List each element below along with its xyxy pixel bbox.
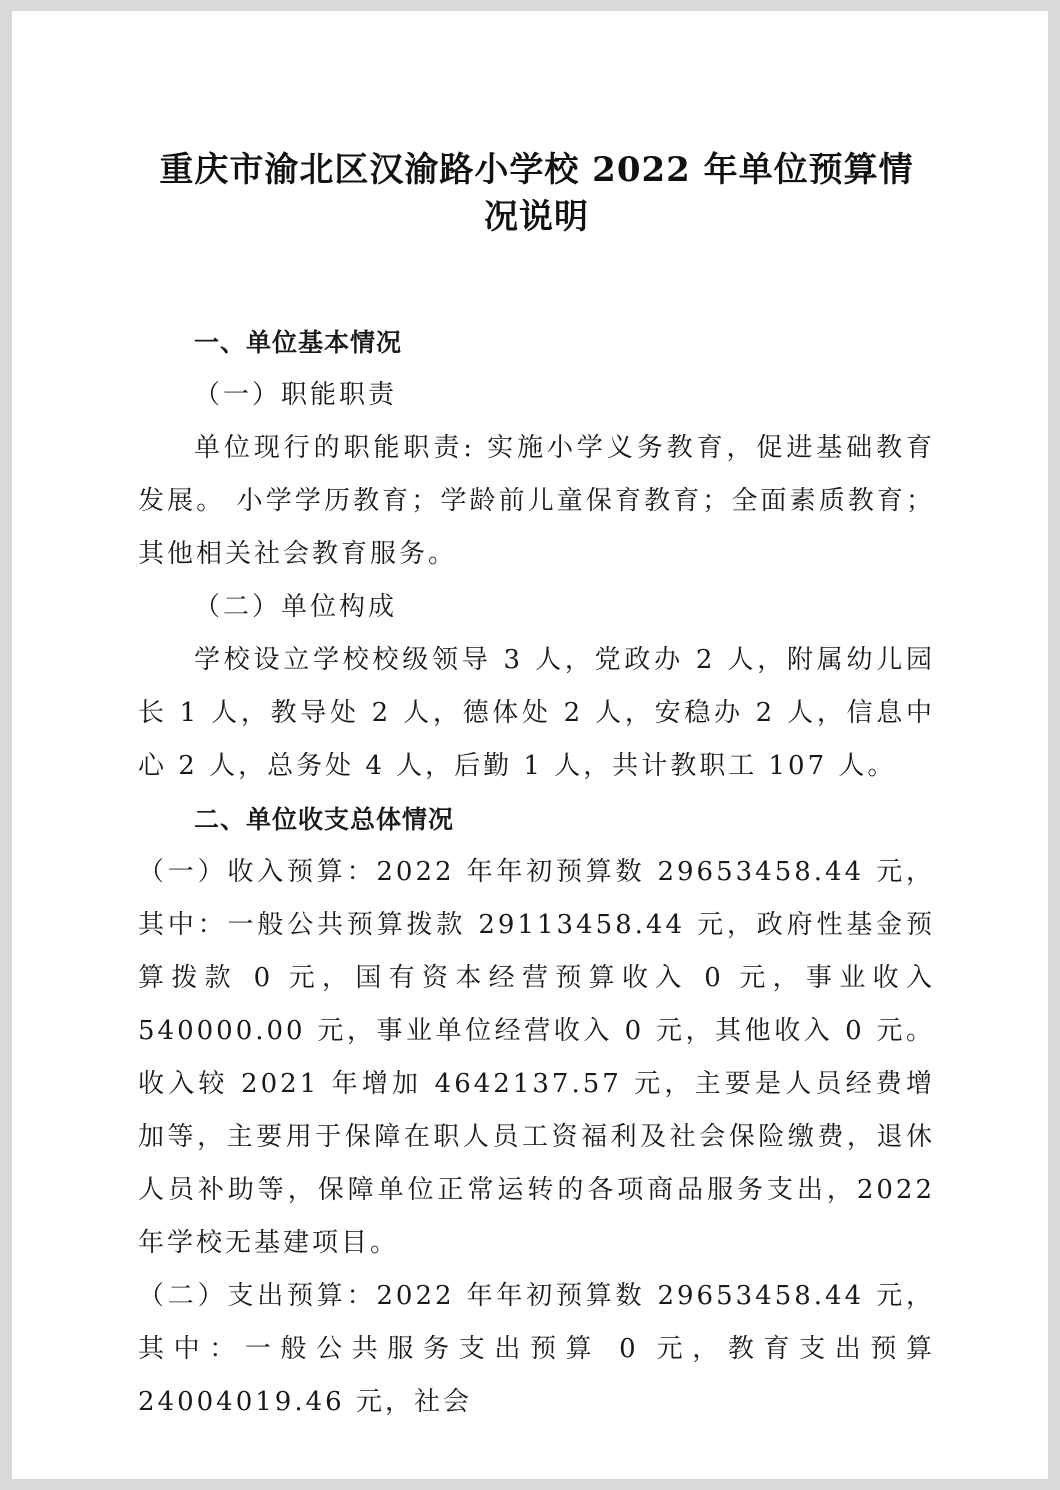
section-2-income-text: （一）收入预算：2022 年年初预算数 29653458.44 元，其中：一般公共预算拨款 29113458.44 元，政府性基金预算拨款 0 元，国有资本经营预算收入 0 元，事业收入 540000.00 元，事业单位经营收入 0 元，其他收入 0 元。收入较 2021 年增加 4642137.57 元，主要是人员经费增加等，主要用于保障在职人员工资福利及社会保险缴费，退休人员补助等，保障单位正常运转的各项商品服务支出，2022 年学校无基建项目。: [138, 857, 935, 1258]
title-line-2: 况说明: [484, 197, 589, 237]
document-body: [138, 316, 935, 1429]
document-page: [12, 11, 1048, 1479]
document-title: [138, 11, 935, 241]
section-1-sub2-text: 学校设立学校校级领导 3 人，党政办 2 人，附属幼儿园长 1 人，教导处 2 人，德体处 2 人，安稳办 2 人，信息中心 2 人，总务处 4 人，后勤 1 人，共计教职工 107 人。: [138, 645, 935, 781]
section-2-heading: 二、单位收支总体情况: [194, 805, 455, 834]
section-1-sub2-heading: （二）单位构成: [194, 592, 398, 622]
section-2-expense-text: （二）支出预算：2022 年年初预算数 29653458.44 元，其中：一般公共服务支出预算 0 元，教育支出预算 24004019.46 元，社会: [138, 1281, 935, 1417]
section-1-sub1-text: 单位现行的职能职责: 实施小学义务教育，促进基础教育发展。 小学学历教育；学龄前儿童保育教育；全面素质教育；其他相关社会教育服务。: [138, 433, 935, 569]
document-content: [138, 11, 935, 1429]
title-line-1: 重庆市渝北区汉渝路小学校 2022 年单位预算情: [159, 150, 914, 190]
section-1-heading: 一、单位基本情况: [194, 328, 403, 357]
section-1-sub1-heading: （一）职能职责: [194, 380, 398, 410]
